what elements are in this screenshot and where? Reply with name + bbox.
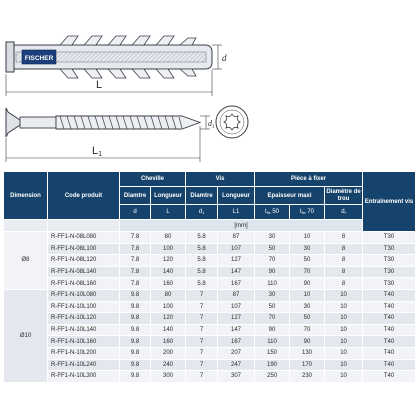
symbol-tfix-70: $t_{fix}$ 70 — [290, 205, 325, 220]
cell-t50: 190 — [255, 359, 290, 371]
cell-df: 10 — [325, 301, 363, 313]
cell-l1: 127 — [218, 255, 255, 267]
header-diametre-trou: Diamètre de trou — [325, 187, 363, 205]
cell-t70: 30 — [290, 243, 325, 255]
cell-d: 9.8 — [120, 289, 151, 301]
header-longueur: Longueur — [151, 187, 186, 205]
cell-t70: 50 — [290, 313, 325, 325]
cell-df: 10 — [325, 289, 363, 301]
cell-d: 7.8 — [120, 278, 151, 290]
cell-l1: 167 — [218, 336, 255, 348]
cell-t50: 110 — [255, 278, 290, 290]
cell-l: 100 — [151, 243, 186, 255]
torx-head-view-icon — [216, 106, 248, 138]
cell-code: R-FF1-N-08L140 — [48, 266, 120, 278]
cell-t70: 90 — [290, 336, 325, 348]
symbol-l: L — [151, 205, 186, 220]
dimension-cell: Ø8 — [4, 232, 48, 290]
cell-code: R-FF1-N-10L160 — [48, 336, 120, 348]
cell-df: 8 — [325, 278, 363, 290]
cell-d1: 5.8 — [186, 243, 218, 255]
cell-drive: T40 — [363, 359, 416, 371]
cell-df: 8 — [325, 266, 363, 278]
cell-code: R-FF1-N-10L080 — [48, 289, 120, 301]
symbol-df: $d_f$ — [325, 205, 363, 220]
header-longueur-vis: Longueur — [218, 187, 255, 205]
cell-l: 160 — [151, 278, 186, 290]
cell-code: R-FF1-N-08L160 — [48, 278, 120, 290]
cell-df: 10 — [325, 347, 363, 359]
table-row — [4, 289, 416, 301]
cell-df: 8 — [325, 255, 363, 267]
cell-t70: 70 — [290, 266, 325, 278]
cell-l: 140 — [151, 324, 186, 336]
cell-t50: 250 — [255, 371, 290, 383]
table-row — [4, 232, 416, 244]
symbol-tfix-50: $t_{fix}$ 50 — [255, 205, 290, 220]
table-row — [4, 243, 416, 255]
cell-t50: 30 — [255, 289, 290, 301]
cell-code: R-FF1-N-10L100 — [48, 301, 120, 313]
header-dimension: Dimension — [4, 172, 48, 220]
cell-l1: 87 — [218, 232, 255, 244]
table-row — [4, 359, 416, 371]
header-cheville: Cheville — [120, 172, 186, 187]
cell-code: R-FF1-N-10L120 — [48, 313, 120, 325]
anchor-drawing — [6, 36, 227, 96]
table-row — [4, 278, 416, 290]
cell-l: 120 — [151, 255, 186, 267]
product-spec-table — [3, 171, 416, 383]
cell-t50: 50 — [255, 243, 290, 255]
cell-l1: 147 — [218, 324, 255, 336]
technical-drawing — [0, 0, 418, 168]
cell-d1: 7 — [186, 289, 218, 301]
cell-code: R-FF1-N-08L120 — [48, 255, 120, 267]
cell-l1: 247 — [218, 359, 255, 371]
cell-l1: 87 — [218, 289, 255, 301]
header-diametre-vis: Diamtre — [186, 187, 218, 205]
cell-t50: 150 — [255, 347, 290, 359]
table-row — [4, 336, 416, 348]
cell-l1: 127 — [218, 313, 255, 325]
cell-l1: 107 — [218, 301, 255, 313]
cell-d1: 7 — [186, 359, 218, 371]
screw-length-label: L1 — [92, 145, 103, 158]
cell-d: 9.8 — [120, 336, 151, 348]
cell-l: 80 — [151, 232, 186, 244]
cell-drive: T40 — [363, 289, 416, 301]
cell-drive: T30 — [363, 232, 416, 244]
header-diametre: Diamtre — [120, 187, 151, 205]
cell-t50: 110 — [255, 336, 290, 348]
cell-d1: 5.8 — [186, 266, 218, 278]
cell-t50: 70 — [255, 313, 290, 325]
table-row — [4, 266, 416, 278]
cell-d1: 7 — [186, 336, 218, 348]
cell-t50: 70 — [255, 255, 290, 267]
cell-d1: 5.8 — [186, 232, 218, 244]
cell-l: 80 — [151, 289, 186, 301]
cell-df: 8 — [325, 243, 363, 255]
cell-d1: 7 — [186, 371, 218, 383]
screw-drawing — [6, 106, 248, 162]
table-row — [4, 371, 416, 383]
cell-d: 9.8 — [120, 313, 151, 325]
cell-t70: 10 — [290, 232, 325, 244]
cell-l: 300 — [151, 371, 186, 383]
table-row — [4, 313, 416, 325]
cell-l1: 207 — [218, 347, 255, 359]
table-row — [4, 347, 416, 359]
cell-l: 100 — [151, 301, 186, 313]
cell-t70: 50 — [290, 255, 325, 267]
screw-diameter-label: $d_1$ — [208, 119, 215, 130]
table-row — [4, 301, 416, 313]
cell-d1: 7 — [186, 347, 218, 359]
cell-d: 9.8 — [120, 371, 151, 383]
cell-l1: 107 — [218, 243, 255, 255]
cell-t50: 90 — [255, 324, 290, 336]
table-row — [4, 255, 416, 267]
cell-t70: 130 — [290, 347, 325, 359]
cell-drive: T40 — [363, 324, 416, 336]
cell-drive: T40 — [363, 336, 416, 348]
cell-d: 9.8 — [120, 359, 151, 371]
anchor-diameter-label: d — [222, 53, 227, 63]
symbol-d1: $d_1$ — [186, 205, 218, 220]
header-vis: Vis — [186, 172, 255, 187]
header-epaisseur: Epaisseur maxi — [255, 187, 325, 205]
cell-t70: 170 — [290, 359, 325, 371]
cell-t70: 70 — [290, 324, 325, 336]
cell-l: 140 — [151, 266, 186, 278]
cell-l1: 307 — [218, 371, 255, 383]
header-code: Code produit — [48, 172, 120, 220]
cell-code: R-FF1-N-08L080 — [48, 232, 120, 244]
cell-l: 200 — [151, 347, 186, 359]
unit-row: [mm] — [120, 220, 363, 232]
cell-t50: 90 — [255, 266, 290, 278]
cell-l: 160 — [151, 336, 186, 348]
table-body — [4, 232, 416, 383]
cell-d: 9.8 — [120, 324, 151, 336]
cell-t70: 30 — [290, 301, 325, 313]
cell-drive: T30 — [363, 243, 416, 255]
cell-d1: 5.8 — [186, 278, 218, 290]
cell-drive: T40 — [363, 371, 416, 383]
cell-df: 8 — [325, 232, 363, 244]
cell-t50: 30 — [255, 232, 290, 244]
symbol-l1: L1 — [218, 205, 255, 220]
cell-t70: 230 — [290, 371, 325, 383]
cell-t70: 90 — [290, 278, 325, 290]
cell-d: 7.8 — [120, 255, 151, 267]
cell-d: 9.8 — [120, 301, 151, 313]
cell-code: R-FF1-N-08L100 — [48, 243, 120, 255]
cell-code: R-FF1-N-10L300 — [48, 371, 120, 383]
cell-drive: T40 — [363, 347, 416, 359]
anchor-length-label: L — [96, 79, 103, 91]
cell-d1: 7 — [186, 313, 218, 325]
cell-d1: 5.8 — [186, 255, 218, 267]
cell-drive: T30 — [363, 266, 416, 278]
cell-d: 7.8 — [120, 243, 151, 255]
cell-drive: T30 — [363, 278, 416, 290]
cell-code: R-FF1-N-10L240 — [48, 359, 120, 371]
cell-t50: 50 — [255, 301, 290, 313]
cell-drive: T30 — [363, 255, 416, 267]
cell-l1: 167 — [218, 278, 255, 290]
dimension-cell: Ø10 — [4, 289, 48, 382]
cell-l1: 147 — [218, 266, 255, 278]
anchor-brand-band — [22, 50, 56, 64]
cell-drive: T40 — [363, 313, 416, 325]
table-header — [4, 172, 416, 232]
cell-d: 9.8 — [120, 347, 151, 359]
cell-d: 7.8 — [120, 232, 151, 244]
cell-drive: T40 — [363, 301, 416, 313]
cell-code: R-FF1-N-10L200 — [48, 347, 120, 359]
cell-code: R-FF1-N-10L140 — [48, 324, 120, 336]
anchor-brand-text: FISCHER — [24, 55, 54, 62]
cell-d1: 7 — [186, 301, 218, 313]
cell-d1: 7 — [186, 324, 218, 336]
cell-d: 7.8 — [120, 266, 151, 278]
symbol-d: d — [120, 205, 151, 220]
cell-df: 10 — [325, 324, 363, 336]
header-piece: Pièce à fixer — [255, 172, 363, 187]
header-entrainement: Entraînement vis — [363, 172, 416, 232]
cell-l: 120 — [151, 313, 186, 325]
table-row — [4, 324, 416, 336]
cell-df: 10 — [325, 371, 363, 383]
cell-df: 10 — [325, 336, 363, 348]
cell-l: 240 — [151, 359, 186, 371]
cell-df: 10 — [325, 359, 363, 371]
cell-df: 10 — [325, 313, 363, 325]
cell-t70: 10 — [290, 289, 325, 301]
